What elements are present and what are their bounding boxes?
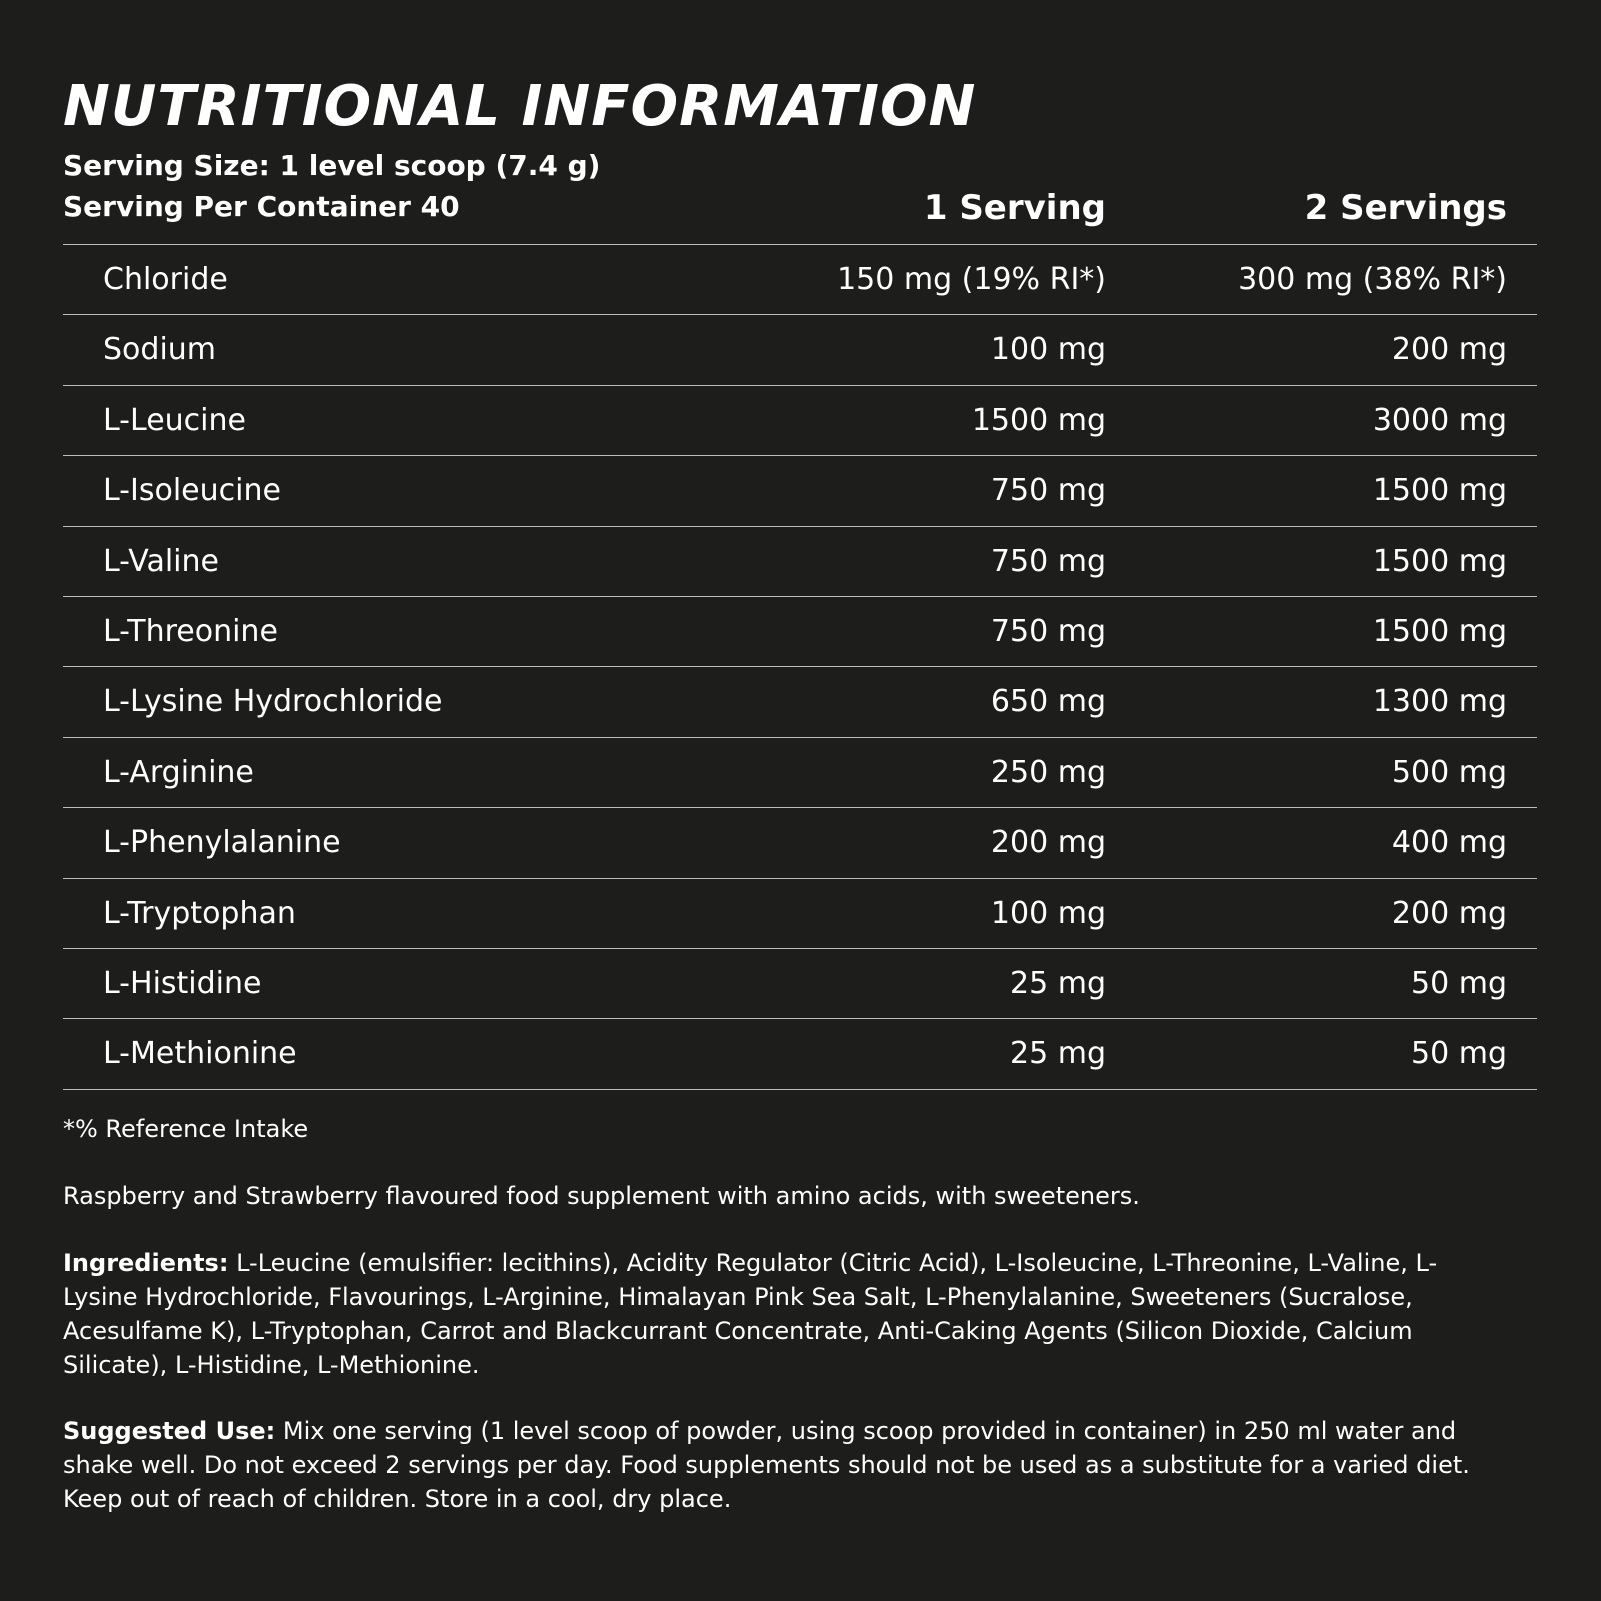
- one-serving-value: 25 mg: [1010, 965, 1106, 1001]
- table-row: [63, 738, 1537, 808]
- table-row: [63, 949, 1537, 1019]
- nutrient-name: L-Leucine: [103, 402, 246, 438]
- table-row: [63, 879, 1537, 949]
- one-serving-value: 150 mg (19% RI*): [837, 262, 1106, 297]
- nutrient-table: [63, 245, 1537, 1090]
- column-header-one-serving: 1 Serving: [923, 188, 1106, 228]
- two-servings-value: 200 mg: [1391, 332, 1507, 368]
- nutrient-name: L-Tryptophan: [103, 895, 296, 931]
- two-servings-value: 50 mg: [1411, 1036, 1507, 1072]
- nutrient-name: L-Methionine: [103, 1036, 297, 1072]
- nutrient-name: L-Isoleucine: [103, 473, 281, 509]
- nutrient-name: L-Lysine Hydrochloride: [103, 684, 443, 720]
- table-row: [63, 527, 1537, 597]
- table-row: [63, 667, 1537, 737]
- two-servings-value: 500 mg: [1391, 754, 1507, 790]
- suggested-use-label: Suggested Use:: [63, 1417, 276, 1445]
- one-serving-value: 250 mg: [990, 754, 1106, 790]
- ingredients-text: L-Leucine (emulsifier: lecithins), Acidity Regulator (Citric Acid), L-Isoleucine, L-Threonine, L-Valine, L-Lysine Hydrochloride, Flavourings, L-Arginine, Himalayan Pink Sea Salt, L-Phenylalanine, Sweeteners (Sucralose, Acesulfame K), L-Tryptophan, Carrot and Blackcurrant Concentrate, Anti-Caking Agents (Silicon Dioxide, Calcium Silicate), L-Histidine, L-Methionine.: [63, 1249, 1438, 1379]
- product-description: Raspberry and Strawberry flavoured food supplement with amino acids, with sweeteners.: [63, 1182, 1140, 1210]
- table-row: [63, 245, 1537, 315]
- nutrient-name: L-Phenylalanine: [103, 825, 341, 861]
- one-serving-value: 1500 mg: [971, 402, 1106, 438]
- table-row: [63, 808, 1537, 878]
- serving-size: Serving Size: 1 level scoop (7.4 g): [63, 149, 601, 182]
- table-header: [63, 188, 1537, 245]
- two-servings-value: 3000 mg: [1372, 402, 1507, 438]
- one-serving-value: 25 mg: [1010, 1036, 1106, 1072]
- two-servings-value: 1500 mg: [1372, 543, 1507, 579]
- reference-intake-footnote: *% Reference Intake: [63, 1115, 309, 1143]
- two-servings-value: 1500 mg: [1372, 613, 1507, 649]
- two-servings-value: 200 mg: [1391, 895, 1507, 931]
- nutrient-name: L-Valine: [103, 543, 219, 579]
- suggested-use-text: Mix one serving (1 level scoop of powder, using scoop provided in container) in 250 ml water and shake well. Do not exceed 2 servings per day. Food supplements should not be used as a substitute for a varied diet. Keep out of reach of children. Store in a cool, dry place.: [63, 1417, 1470, 1513]
- two-servings-value: 1300 mg: [1372, 684, 1507, 720]
- two-servings-value: 1500 mg: [1372, 473, 1507, 509]
- page-title: NUTRITIONAL INFORMATION: [63, 74, 977, 139]
- one-serving-value: 750 mg: [990, 543, 1106, 579]
- servings-per-container: Serving Per Container 40: [63, 190, 460, 223]
- column-header-two-servings: 2 Servings: [1304, 188, 1507, 228]
- one-serving-value: 750 mg: [990, 473, 1106, 509]
- table-row: [63, 597, 1537, 667]
- one-serving-value: 200 mg: [990, 825, 1106, 861]
- nutrient-name: L-Arginine: [103, 754, 254, 790]
- nutrient-name: L-Threonine: [103, 613, 278, 649]
- suggested-use-paragraph: [63, 1414, 1503, 1516]
- one-serving-value: 100 mg: [990, 895, 1106, 931]
- ingredients-label: Ingredients:: [63, 1249, 229, 1277]
- two-servings-value: 300 mg (38% RI*): [1238, 262, 1507, 297]
- one-serving-value: 650 mg: [990, 684, 1106, 720]
- table-row: [63, 456, 1537, 526]
- nutrient-name: Chloride: [103, 262, 228, 297]
- nutrient-name: Sodium: [103, 332, 217, 368]
- one-serving-value: 750 mg: [990, 613, 1106, 649]
- ingredients-paragraph: [63, 1246, 1503, 1382]
- table-row: [63, 1019, 1537, 1089]
- nutrient-name: L-Histidine: [103, 965, 262, 1001]
- one-serving-value: 100 mg: [990, 332, 1106, 368]
- two-servings-value: 50 mg: [1411, 965, 1507, 1001]
- table-row: [63, 315, 1537, 385]
- table-row: [63, 386, 1537, 456]
- two-servings-value: 400 mg: [1391, 825, 1507, 861]
